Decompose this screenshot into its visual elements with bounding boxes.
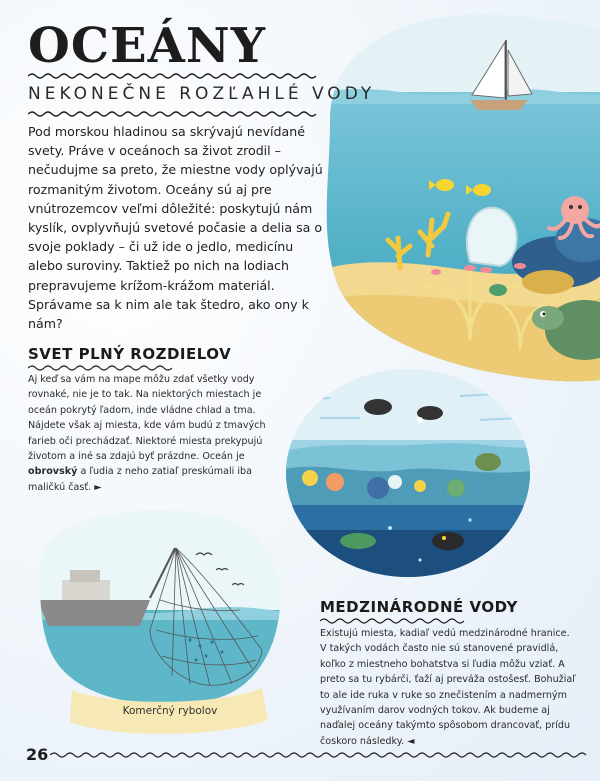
section1-paragraph xyxy=(28,372,278,495)
illustration-caption: Komerčný rybolov xyxy=(122,705,218,717)
section1-text-end: a ľudia z neho zatiaľ preskúmali iba maličkú časť. ► xyxy=(28,466,252,493)
section-heading-international-waters: MEDZINÁRODNÉ VODY xyxy=(320,598,518,616)
subtitle-wave-divider xyxy=(28,110,318,118)
page-number: 26 xyxy=(26,745,49,764)
intro-paragraph: Pod morskou hladinou sa skrývajú nevídané svety. Práve v oceánoch sa život zrodil – nečudujme sa preto, že miestne vody oplývajú rozmanitým životom. Oceány sú aj pre vnútrozemcov veľmi dôležité: poskytujú nám kyslík, ovplyvňujú svetové počasie a delia sa o svoje poklady – či už ide o jedlo, medicínu alebo suroviny. Taktiež po nich na lodiach prepravujeme krížom-krážom materiál. Správame sa k nim ale tak štedro, ako ony k nám? xyxy=(28,124,323,332)
footer-wave-divider xyxy=(50,751,590,759)
section2-paragraph: Existujú miesta, kadiaľ vedú medzinárodné hranice. V takých vodách často nie sú stanovené pravidlá, koľko z miestneho bohatstva si ľudia môžu vziať. A preto sa tu rybárči, ťaží aj preváža ostošesť. Bohužiaľ to ale ide ruka v ruke so znečistením a nadmerným využívaním darov vodných tokov. Ak budeme aj naďalej oceány takýmto spôsobom drancovať, prídu čoskoro následky. ◄ xyxy=(320,628,576,747)
section1-text-bold: obrovský xyxy=(28,466,78,478)
section-heading-differences: SVET PLNÝ ROZDIELOV xyxy=(28,345,232,363)
page-subtitle: NEKONEČNE ROZĽAHLÉ VODY xyxy=(28,84,376,104)
section2-wave-divider xyxy=(320,617,470,625)
page-title: OCEÁNY xyxy=(28,18,266,74)
section1-wave-divider xyxy=(28,364,178,372)
section1-text-start: Aj keď sa vám na mape môžu zdať všetky vody rovnaké, nie je to tak. Na niektorých miestach je oceán pokrytý ľadom, inde vládne chlad a tma. Nájdete však aj miesta, kde vám budú z tmavých farieb oči prechádzať. Niektoré miesta prekypujú životom a iné sa zdajú byť prázdne. Oceán je xyxy=(28,374,266,463)
title-wave-divider xyxy=(28,72,318,80)
